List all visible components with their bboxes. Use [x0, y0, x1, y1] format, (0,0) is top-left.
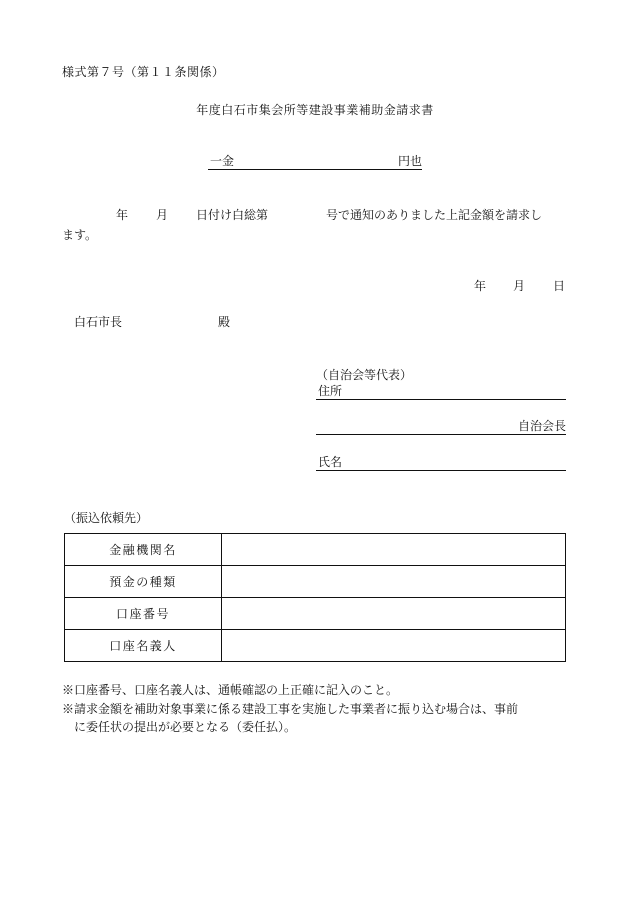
- address-field[interactable]: [316, 385, 566, 400]
- association-label: 自治会長: [517, 419, 566, 433]
- request-year: 年: [116, 208, 129, 222]
- bank-name-label: 金融機関名: [65, 534, 222, 566]
- addressee-honorific: 殿: [218, 315, 231, 329]
- association-field[interactable]: [316, 420, 566, 435]
- request-dated-ref: 日付け白総第: [196, 208, 269, 222]
- bank-name-value[interactable]: [222, 534, 566, 566]
- date-day: 日: [553, 279, 566, 293]
- bank-account-table: [64, 533, 566, 662]
- request-month: 月: [156, 208, 169, 222]
- note-delegated-payment: ※請求金額を補助対象事業に係る建設工事を実施した事業者に振り込む場合は、事前: [62, 702, 519, 716]
- date-month: 月: [513, 279, 526, 293]
- deposit-type-value[interactable]: [222, 566, 566, 598]
- account-holder-value[interactable]: [222, 630, 566, 662]
- table-row: [65, 598, 566, 630]
- note-delegated-payment-continued: に委任状の提出が必要となる（委任払）。: [74, 720, 297, 734]
- address-label: 住所: [318, 384, 343, 398]
- account-holder-label: 口座名義人: [65, 630, 222, 662]
- request-text-end: 号で通知のありました上記金額を請求し: [326, 208, 543, 222]
- table-row: [65, 534, 566, 566]
- representative-label: （自治会等代表）: [316, 368, 413, 382]
- account-number-label: 口座番号: [65, 598, 222, 630]
- table-row: [65, 630, 566, 662]
- account-number-value[interactable]: [222, 598, 566, 630]
- name-label: 氏名: [318, 455, 343, 469]
- request-statement: [62, 209, 562, 223]
- transfer-heading: （振込依頼先）: [64, 511, 149, 525]
- amount-suffix: 円也: [397, 154, 422, 168]
- addressee-name: 白石市長: [74, 315, 123, 329]
- name-field[interactable]: [316, 456, 566, 471]
- document-title: 年度白石市集会所等建設事業補助金請求書: [196, 103, 434, 117]
- request-statement-continued: ます。: [62, 228, 98, 242]
- date-year: 年: [474, 279, 487, 293]
- table-row: [65, 566, 566, 598]
- amount-prefix: 一金: [210, 154, 235, 168]
- form-number: 様式第７号（第１１条関係）: [62, 65, 225, 79]
- amount-field[interactable]: [208, 155, 422, 170]
- submission-date: [470, 280, 565, 294]
- deposit-type-label: 預金の種類: [65, 566, 222, 598]
- note-account-verification: ※口座番号、口座名義人は、通帳確認の上正確に記入のこと。: [62, 683, 399, 697]
